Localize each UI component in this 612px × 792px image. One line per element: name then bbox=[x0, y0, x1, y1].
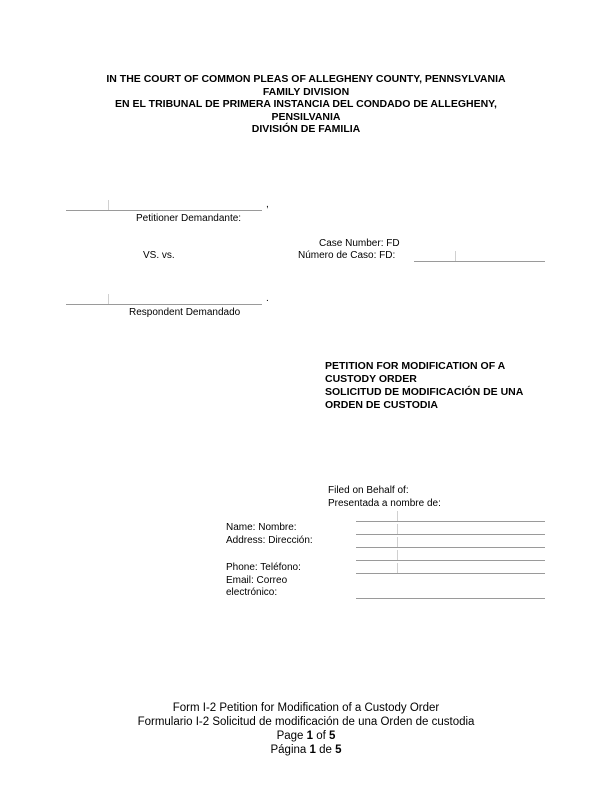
phone-underline bbox=[356, 573, 545, 574]
field-divider bbox=[455, 251, 456, 261]
pagina-of: de bbox=[315, 744, 336, 756]
pagina-current: 1 bbox=[309, 744, 316, 756]
respondent-punct: . bbox=[266, 293, 269, 304]
field-divider bbox=[397, 563, 398, 573]
respondent-label: Respondent Demandado bbox=[129, 307, 241, 318]
versus-label: VS. vs. bbox=[143, 250, 175, 261]
filed-on-behalf-label: Filed on Behalf of: bbox=[328, 485, 409, 496]
phone-label: Phone: Teléfono: bbox=[226, 562, 301, 573]
document-title bbox=[325, 360, 523, 412]
page-footer bbox=[0, 701, 612, 757]
court-header-line: DIVISIÓN DE FAMILIA bbox=[251, 123, 361, 135]
footer-form-title-es: Formulario I-2 Solicitud de modificación de una Orden de custodia bbox=[137, 716, 475, 728]
field-divider bbox=[397, 524, 398, 534]
court-header-line: IN THE COURT OF COMMON PLEAS OF ALLEGHENY COUNTY, PENNSYLVANIA bbox=[106, 73, 506, 85]
respondent-underline bbox=[66, 304, 262, 305]
case-number-label: Case Number: FD bbox=[319, 238, 400, 249]
page-total: 5 bbox=[329, 730, 336, 742]
case-number-field[interactable] bbox=[414, 249, 545, 261]
email-label-cont: electrónico: bbox=[226, 587, 278, 598]
filed-on-behalf-label-es: Presentada a nombre de: bbox=[328, 498, 441, 509]
petitioner-label: Petitioner Demandante: bbox=[136, 213, 242, 224]
name-label: Name: Nombre: bbox=[226, 522, 297, 533]
case-number-underline bbox=[414, 261, 545, 262]
field-divider bbox=[108, 200, 109, 210]
address-label: Address: Dirección: bbox=[226, 535, 313, 546]
field-divider bbox=[397, 537, 398, 547]
case-number-label-es: Número de Caso: FD: bbox=[298, 250, 396, 261]
address-underline-2 bbox=[356, 560, 545, 561]
address-underline bbox=[356, 547, 545, 548]
page-prefix: Page bbox=[276, 730, 307, 742]
footer-form-title: Form I-2 Petition for Modification of a Custody Order bbox=[172, 702, 440, 714]
petitioner-underline bbox=[66, 210, 262, 211]
court-header-line: FAMILY DIVISION bbox=[262, 85, 350, 98]
pagina-number bbox=[0, 743, 612, 757]
name-underline bbox=[356, 534, 545, 535]
document-title-line: ORDEN DE CUSTODIA bbox=[325, 399, 438, 411]
email-label: Email: Correo bbox=[226, 575, 288, 586]
field-divider bbox=[108, 294, 109, 304]
court-header-line: EN EL TRIBUNAL DE PRIMERA INSTANCIA DEL CONDADO DE ALLEGHENY, bbox=[115, 98, 497, 110]
field-divider bbox=[397, 511, 398, 521]
court-header-line: PENSILVANIA bbox=[271, 110, 341, 123]
document-title-line: CUSTODY ORDER bbox=[325, 373, 417, 385]
field-divider bbox=[397, 550, 398, 560]
page-current: 1 bbox=[306, 730, 314, 742]
document-title-line: SOLICITUD DE MODIFICACIÓN DE UNA bbox=[325, 386, 524, 398]
petitioner-punct: , bbox=[266, 199, 269, 210]
pagina-total: 5 bbox=[335, 744, 342, 756]
document-title-line: PETITION FOR MODIFICATION OF A bbox=[325, 360, 506, 372]
page-number bbox=[0, 729, 612, 743]
filer-underline bbox=[356, 521, 545, 522]
email-underline bbox=[356, 598, 545, 599]
page-of: of bbox=[313, 730, 330, 742]
pagina-prefix: Página bbox=[270, 744, 310, 756]
court-header bbox=[0, 73, 612, 136]
